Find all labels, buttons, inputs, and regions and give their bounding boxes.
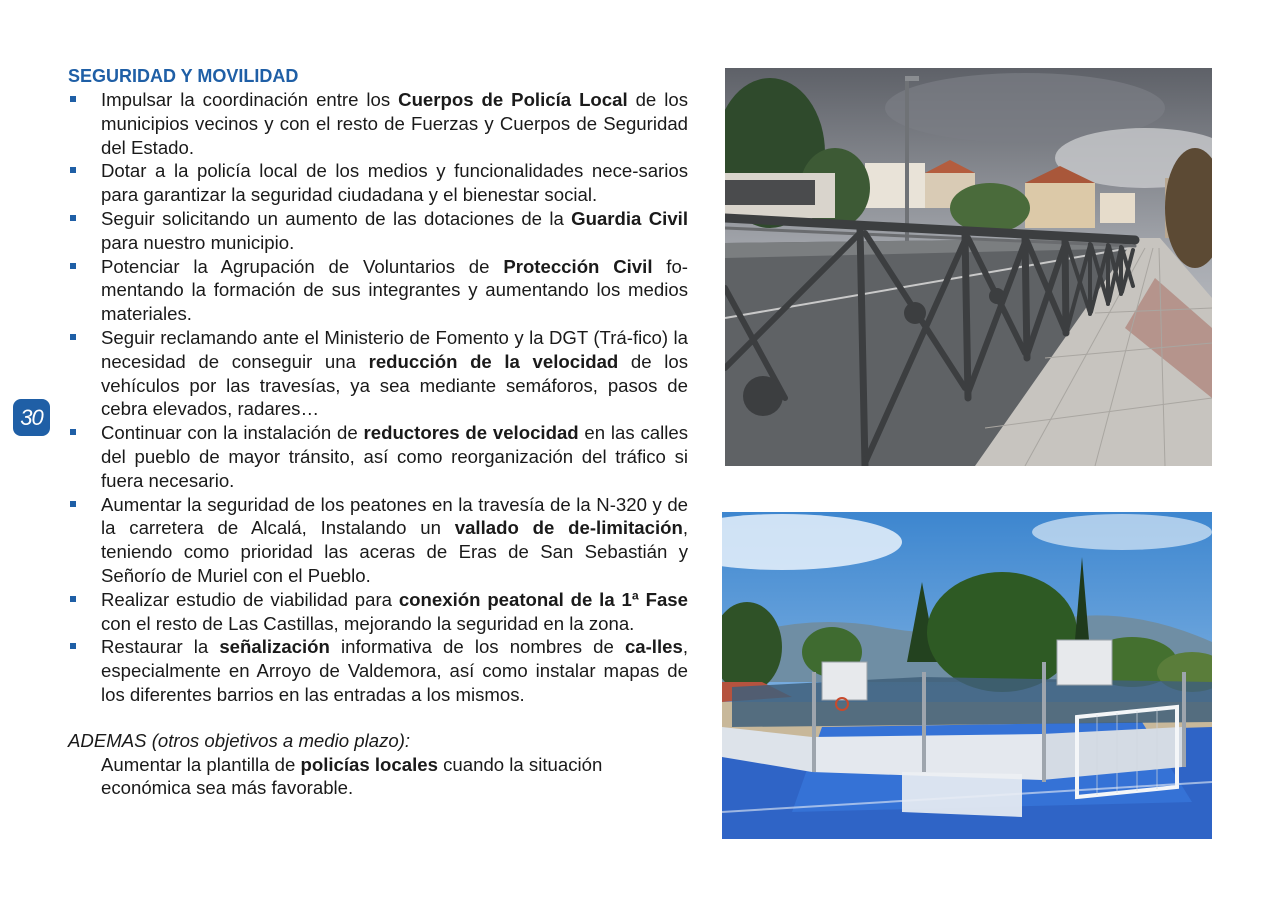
list-item: Dotar a la policía local de los medios y funcionalidades nece-sarios para garantizar la seguridad ciudadana y el bienestar social. bbox=[68, 159, 688, 207]
page-number: 30 bbox=[13, 399, 50, 436]
list-item: Potenciar la Agrupación de Voluntarios de Protección Civil fo-mentando la formación de sus integrantes y aumentando los medios materiales. bbox=[68, 255, 688, 326]
list-item: Restaurar la señalización informativa de los nombres de ca-lles, especialmente en Arroyo de Valdemora, así como instalar mapas de los diferentes barrios en las entradas a los mismos. bbox=[68, 635, 688, 706]
sports-court-photo bbox=[722, 512, 1212, 839]
list-item: Seguir reclamando ante el Ministerio de Fomento y la DGT (Trá-fico) la necesidad de conseguir una reducción de la velocidad de los vehículos por las travesías, ya sea mediante semáforos, pasos de cebra elevados, radares… bbox=[68, 326, 688, 421]
list-item: Impulsar la coordinación entre los Cuerpos de Policía Local de los municipios vecinos y con el resto de Fuerzas y Cuerpos de Seguridad del Estado. bbox=[68, 88, 688, 159]
text-column bbox=[68, 64, 688, 800]
street-railing-photo bbox=[725, 68, 1212, 466]
list-item: Realizar estudio de viabilidad para conexión peatonal de la 1ª Fase con el resto de Las Castillas, mejorando la seguridad en la zona. bbox=[68, 588, 688, 636]
objectives-list bbox=[68, 88, 688, 707]
extra-body: Aumentar la plantilla de policías locales cuando la situación económica sea más favorable. bbox=[101, 753, 603, 799]
list-item: Aumentar la seguridad de los peatones en la travesía de la N-320 y de la carretera de Alcalá, Instalando un vallado de de-limitación, teniendo como prioridad las aceras de Eras de San Sebastián y Señorío de Muriel con el Pueblo. bbox=[68, 493, 688, 588]
section-title: SEGURIDAD Y MOVILIDAD bbox=[68, 66, 299, 86]
list-item: Continuar con la instalación de reductores de velocidad en las calles del pueblo de mayor tránsito, así como reorganización del tráfico si fuera necesario. bbox=[68, 421, 688, 492]
extra-objectives bbox=[68, 729, 688, 800]
extra-label: ADEMAS (otros objetivos a medio plazo): bbox=[68, 729, 411, 751]
list-item: Seguir solicitando un aumento de las dotaciones de la Guardia Civil para nuestro municipio. bbox=[68, 207, 688, 255]
